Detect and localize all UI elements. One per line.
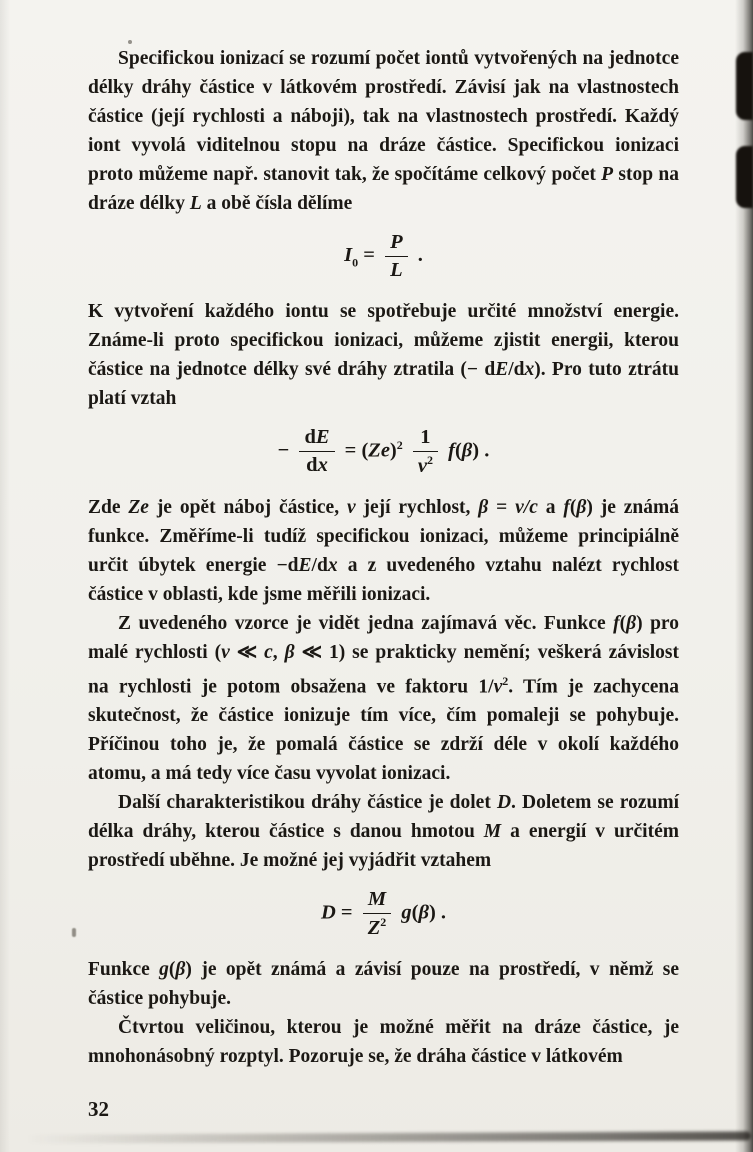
paragraph: Z uvedeného vzorce je vidět jedna zajímavá věc. Funkce f(β) pro malé rychlosti (v ≪ c, β ≪ 1) se prakticky nemění; veškerá závislost na rychlosti je potom obsažena ve faktoru $1/v^2$. Tím je zachycena skutečnost, že částice ionizuje tím více, čím pomaleji se pohybuje. Příčinou toho je, že pomalá částice se zdrží déle v okolí každého atomu, a má tedy více času vyvolat ionizaci. (88, 612, 679, 785)
scan-ink-blot-top (736, 52, 753, 120)
paragraph: K vytvoření každého iontu se spotřebuje určité množství energie. Známe-li proto specifickou ionizaci, můžeme zjistit energii, kterou částice na jednotce délky své dráhy ztratila (− dE/dx). Pro tuto ztrátu platí vztah (88, 300, 680, 409)
fraction: $\frac{M}{Z^2}$ (363, 888, 392, 940)
paragraph: Funkce g(β) je opět známá a závisí pouze na prostředí, v němž se částice pohybuje. (88, 958, 680, 1009)
fraction: $\frac{P}{L}$ (385, 231, 408, 282)
scan-ink-blot-second (736, 146, 753, 208)
page-edge-shadow-left (0, 0, 10, 1152)
fraction: $\frac{dE}{dx}$ (299, 426, 334, 477)
paragraph: Specifickou ionizací se rozumí počet iontů vytvořených na jednotce délky dráhy částice v látkovém prostředí. Závisí jak na vlastnostech částice (její rychlosti a náboji), tak na vlastnostech prostředí. Každý iont vyvolá viditelnou stopu na dráze částice. Specifickou ionizaci proto můžeme např. stanovit tak, že spočítáme celkový počet P stop na dráze délky L a obě čísla dělíme (88, 48, 679, 214)
paragraph: Zde Ze je opět náboj částice, v její rychlost, β = v/c a f(β) je známá funkce. Změříme-li tudíž specifickou ionizaci, můžeme principiálně určit úbytek energie −dE/dx a z uvedeného vztahu nalézt rychlost částice v oblasti, kde jsme měřili ionizaci. (88, 496, 679, 605)
page-number: 32 (88, 1096, 109, 1121)
formula: D = $\frac{M}{Z^2}$ g(β) . (320, 888, 447, 939)
formula: − $\frac{dE}{dx}$ = $(Ze)^2$ $\frac{1}{v^2}$ f(β) . (277, 425, 490, 477)
fraction: $\frac{1}{v^2}$ (413, 426, 438, 478)
formula: $I_0$ = $\frac{P}{L}$ . (344, 231, 423, 281)
page-edge-shadow-bottom (26, 1131, 751, 1143)
page-content (88, 44, 679, 1124)
scan-speck (128, 40, 132, 44)
scan-speck (72, 928, 76, 937)
paragraph: Další charakteristikou dráhy částice je dolet D. Doletem se rozumí délka dráhy, kterou částice s danou hmotou M a energií v určitém prostředí uběhne. Je možné jej vyjádřit vztahem (88, 792, 679, 872)
paragraph: Čtvrtou veličinou, kterou je možné měřit na dráze částice, je mnohonásobný rozptyl. Pozoruje se, že dráha částice v látkovém (88, 1016, 679, 1067)
